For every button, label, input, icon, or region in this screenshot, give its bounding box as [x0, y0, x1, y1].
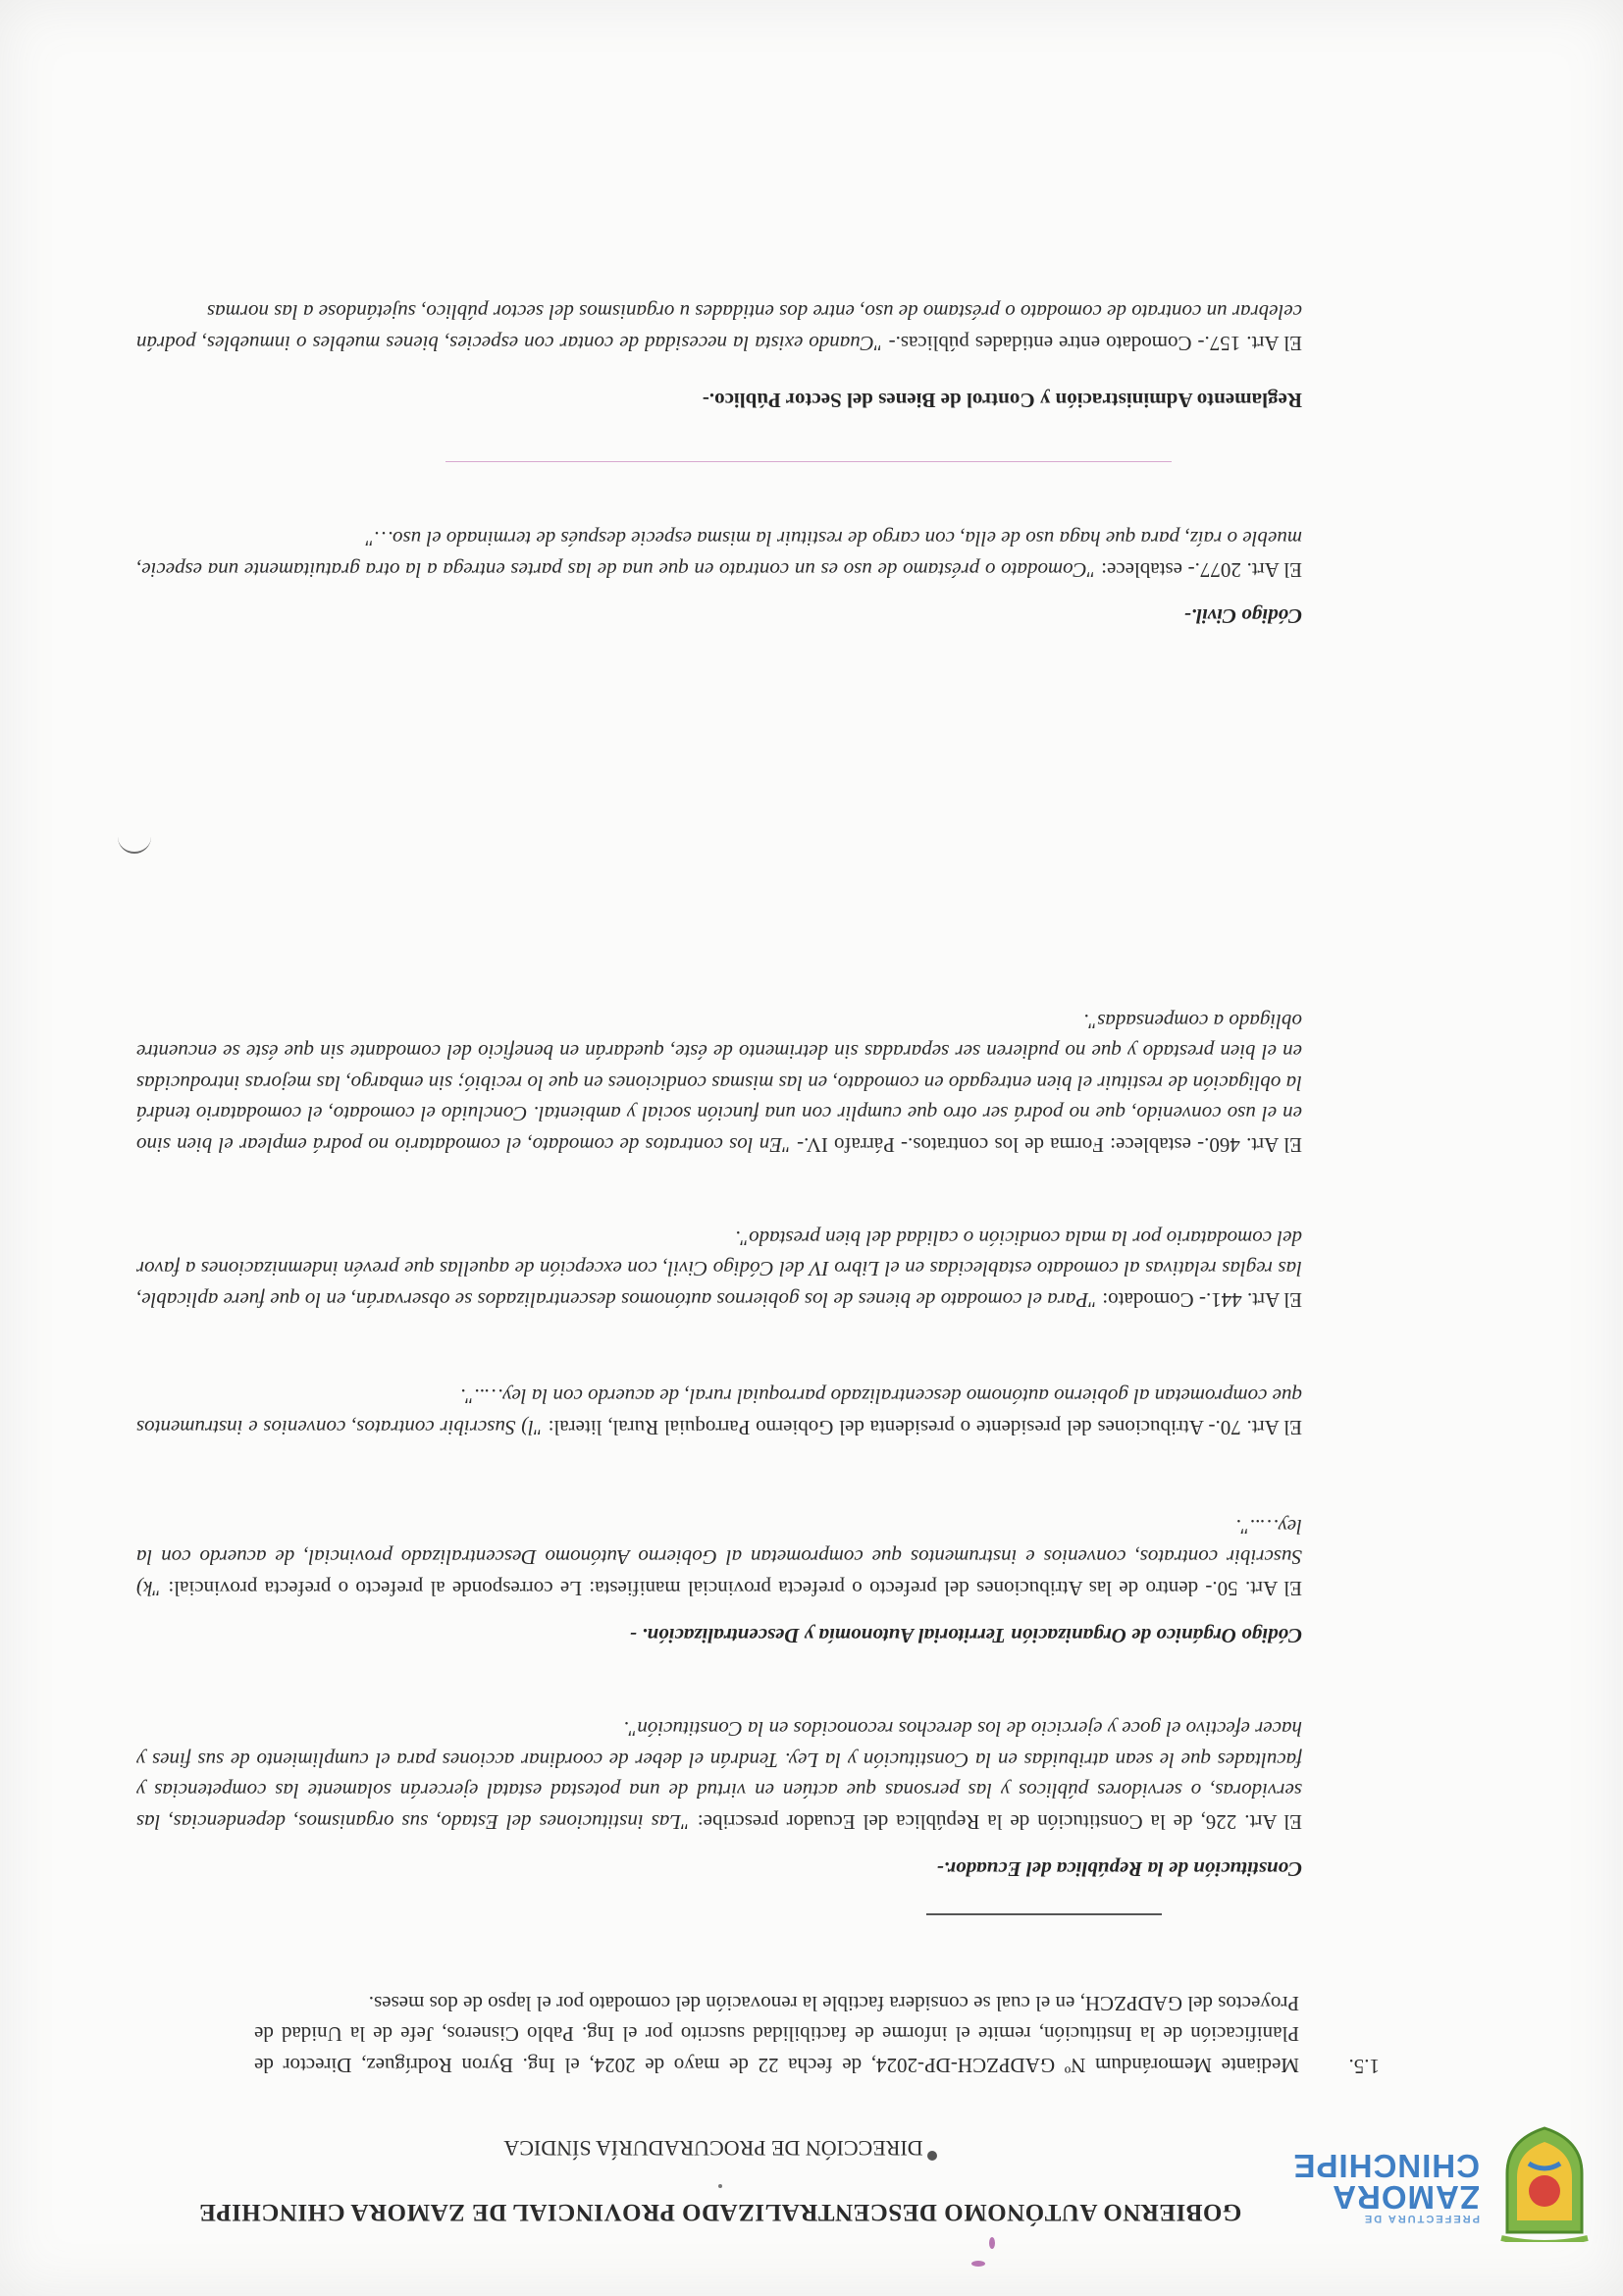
ink-mark: [927, 2151, 937, 2161]
art-70-lead: El Art. 70.- Atribuciones del presidente o presidenta del Gobierno Parroquial Rural, literal:: [542, 1416, 1302, 1439]
art-226-quote: "Las instituciones del Estado, sus organismos, dependencias, las servidoras, o servidores públicos y las personas que actúen en virtud de una potestad estatal ejercerán solamente las competencias y facultades que le sean atribuidas en la Constitución y la Ley. Tendrán el deber de coordinar acciones para el cumplimiento de sus fines y hacer efectivo el goce y ejercicio de los derechos reconocidos en la Constitución".: [136, 1717, 1302, 1834]
art-157-paragraph: [136, 296, 1302, 358]
department-title: [171, 2135, 1270, 2161]
logo-prefix: PREFECTURA DE: [1362, 2213, 1480, 2224]
art-50-paragraph: [136, 1511, 1302, 1604]
underline-mark: [926, 1913, 1162, 1915]
logo-wordmark: [1293, 2150, 1480, 2224]
codigo-civil-heading: Código Civil.-: [1183, 604, 1302, 628]
art-157-lead: El Art. 157.- Comodato entre entidades públicas.-: [882, 332, 1302, 355]
margin-mark: [118, 826, 151, 854]
art-441-quote: "Para el comodato de bienes de los gobiernos autónomos descentralizados se observarán, en lo que fuere aplicable, las reglas relativas al comodato establecidas en el Libro IV del Código Civil, con excepción de aquellas que prevén indemnizaciones a favor del comodatario por la mala condición o calidad del bien prestado".: [135, 1226, 1302, 1312]
constitucion-heading: Constitución de la República del Ecuador.-: [936, 1857, 1302, 1881]
art-2077-lead: El Art. 2077.- establece:: [1095, 558, 1302, 582]
art-226-paragraph: [136, 1713, 1302, 1837]
art-226-lead: El Art. 226, de la Constitución de la República del Ecuador prescribe:: [689, 1810, 1302, 1834]
art-70-quote: "l) Suscribir contratos, convenios e instrumentos que comprometan al gobierno autónomo descentralizado parroquial rural, de acuerdo con la ley…..".: [136, 1384, 1302, 1439]
art-460-quote: "En los contratos de comodato, el comodatario no podrá emplear el bien sino en el uso convenido, que no podrá ser otro que cumplir con una función social y ambiental. Concluido el comodato, el comodatario tendrá la obligación de restituir el bien entregado en comodato, en las mismas condiciones en que lo recibió; sin embargo, las mejoras introducidas en el bien prestado y que no pudieren ser separadas sin detrimento de éste, quedarán en beneficio del comodante sin que éste se encuentre obligado a compensadas".: [136, 1010, 1302, 1157]
ink-speck: [971, 2261, 985, 2267]
pen-stroke: [445, 461, 1172, 462]
art-50-lead: El Art. 50.- dentro de las Atribuciones del prefecto o prefecta provincial manifiesta: Le corresponde al prefecto o prefecta provincial:: [161, 1577, 1302, 1600]
logo-line-2: CHINCHIPE: [1292, 2148, 1480, 2184]
art-50-quote: "k) Suscribir contratos, convenios e instrumentos que comprometan al Gobierno Autónomo Descentralizado provincial, de acuerdo con la ley…..".: [136, 1515, 1302, 1600]
department-name: DIRECCIÓN DE PROCURADURÍA SÍNDICA: [503, 2136, 923, 2161]
organization-title: GOBIERNO AUTÓNOMO DESCENTRALIZADO PROVINCIAL DE ZAMORA CHINCHIPE: [198, 2199, 1242, 2225]
item-1-5-paragraph: Mediante Memorándum Nº GADPZCH-DP-2024, de fecha 22 de mayo de 2024, el Ing. Byron Rodríguez, Director de Planificación de la Institución, remite el informe de factibilidad suscrito por el Ing. Pablo Cisneros, Jefe de la Unidad de Proyectos del GADPZCH, en el cual se considera factible la renovación del comodato por el lapso de dos meses.: [254, 1992, 1299, 2077]
prefecture-logo: [1292, 2124, 1590, 2242]
art-157-quote: "Cuando exista la necesidad de contar con especies, bienes muebles o inmuebles, podrán celebrar un contrato de comodato o préstamo de uso, entre dos entidades u organismos del sector público, sujetándose a las normas: [136, 300, 1302, 355]
coat-of-arms-icon: [1499, 2126, 1590, 2242]
item-number: 1.5.: [1348, 2055, 1380, 2078]
art-441-paragraph: [136, 1223, 1302, 1316]
art-441-lead: El Art. 441.- Comodato:: [1097, 1288, 1302, 1312]
ink-speck: [718, 2184, 722, 2188]
art-460-lead: El Art. 460.- establece: Forma de los contratos.- Párrafo IV.-: [790, 1133, 1302, 1157]
reglamento-heading: Reglamento Administración y Control de Bienes del Sector Público.-: [702, 389, 1302, 412]
cootad-heading: Código Orgánico de Organización Territorial Autonomía y Descentralización. -: [629, 1624, 1302, 1647]
art-460-paragraph: [136, 1006, 1302, 1161]
logo-line-1: ZAMORA: [1332, 2179, 1480, 2216]
ink-speck: [989, 2237, 995, 2249]
art-70-paragraph: [136, 1381, 1302, 1442]
art-2077-quote: "Comodato o préstamo de uso es un contrato en que una de las partes entrega a la otra gratuitamente una especie, mueble o raíz, para que haga uso de ella, con cargo de restituir la misma especie después de terminado el uso…": [136, 527, 1302, 582]
art-2077-paragraph: [136, 523, 1302, 585]
